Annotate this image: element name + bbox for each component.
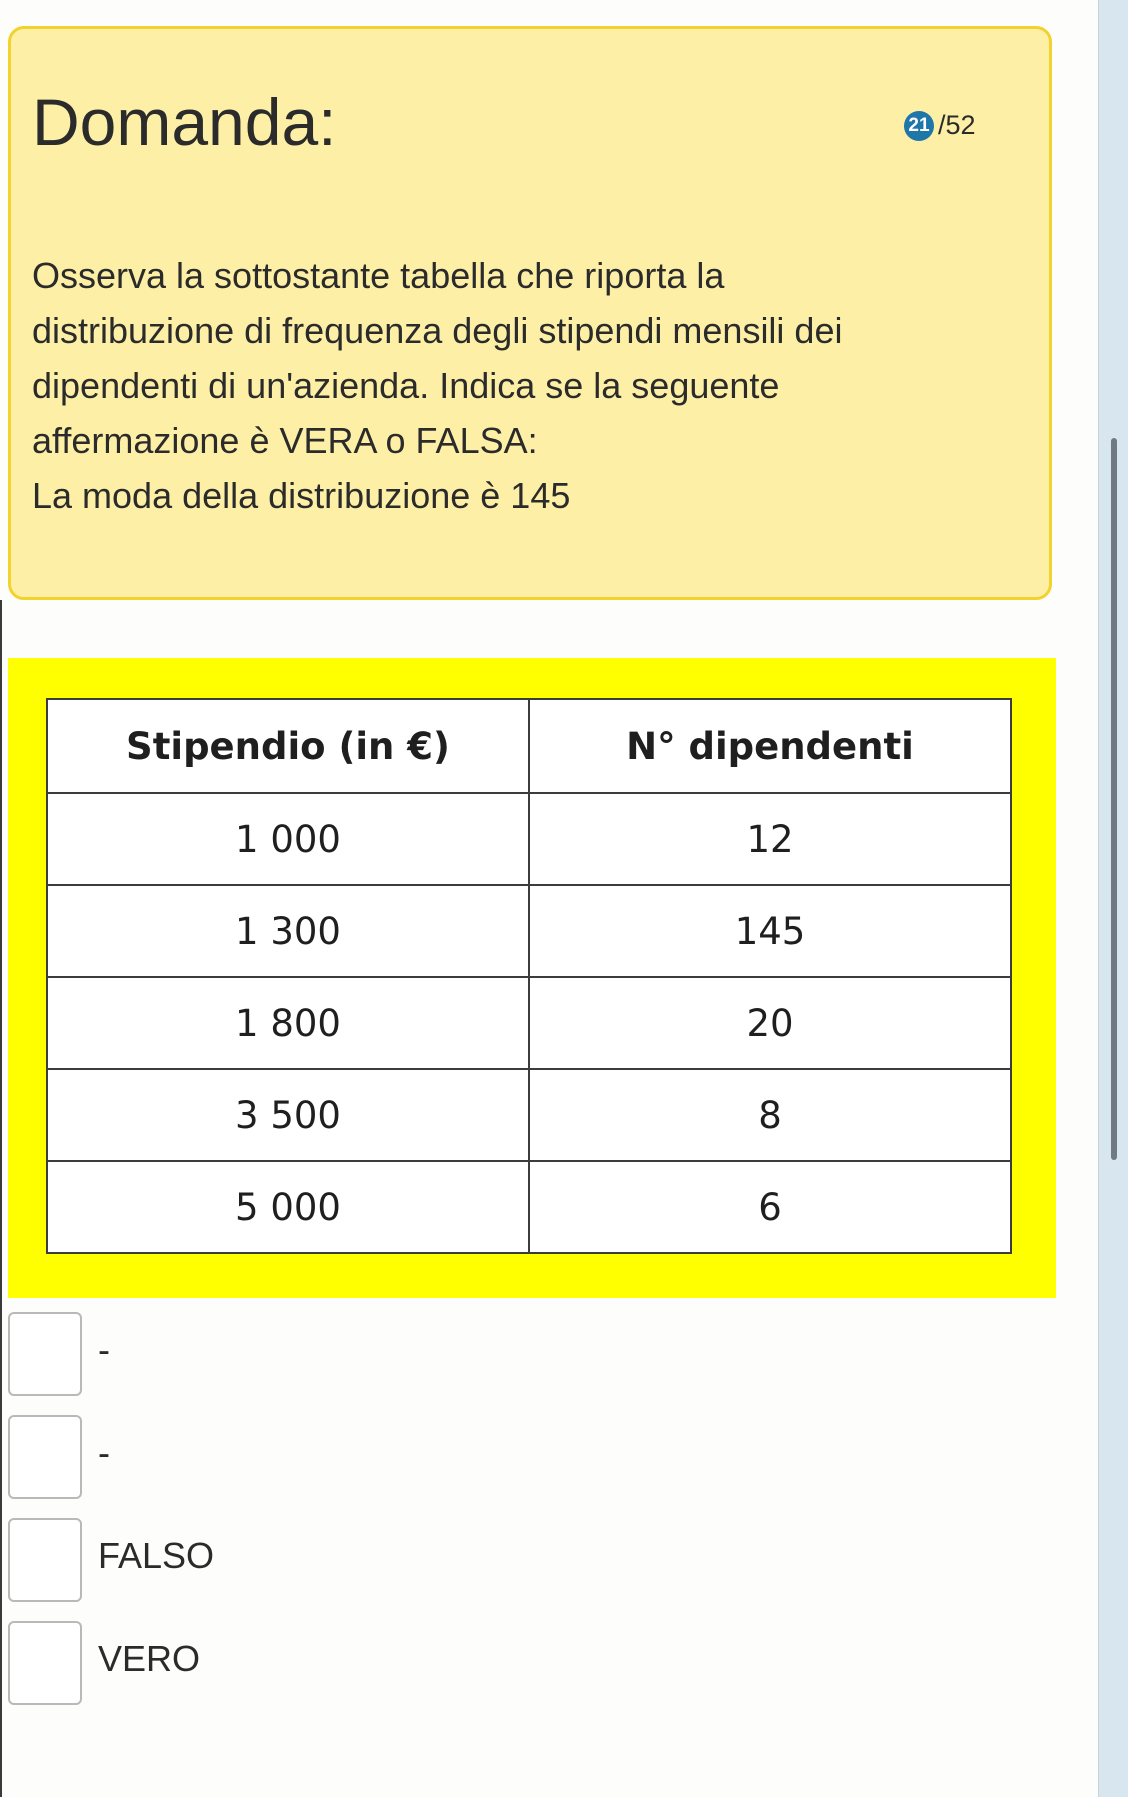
answer-checkbox[interactable]	[8, 1415, 82, 1499]
salary-cell: 1 300	[47, 885, 529, 977]
scrollbar-thumb[interactable]	[1111, 438, 1117, 1160]
answer-label: -	[98, 1329, 110, 1370]
question-title: Domanda:	[32, 85, 337, 159]
header-employees: N° dipendenti	[529, 699, 1011, 793]
header-salary: Stipendio (in €)	[47, 699, 529, 793]
employees-cell: 12	[529, 793, 1011, 885]
answer-option-1[interactable]	[8, 1312, 110, 1396]
question-text-line: distribuzione di frequenza degli stipendi mensili dei	[32, 310, 843, 351]
employees-cell: 8	[529, 1069, 1011, 1161]
employees-cell: 20	[529, 977, 1011, 1069]
left-edge-divider	[0, 600, 2, 1797]
table-row	[47, 1161, 1011, 1253]
answer-label: -	[98, 1432, 110, 1473]
salary-cell: 1 000	[47, 793, 529, 885]
table-row	[47, 793, 1011, 885]
answer-option-vero[interactable]	[8, 1621, 200, 1705]
salary-cell: 1 800	[47, 977, 529, 1069]
question-text-line: dipendenti di un'azienda. Indica se la seguente	[32, 365, 780, 406]
employees-cell: 145	[529, 885, 1011, 977]
answer-option-falso[interactable]	[8, 1518, 214, 1602]
table-header-row	[47, 699, 1011, 793]
table-row	[47, 977, 1011, 1069]
salary-cell: 5 000	[47, 1161, 529, 1253]
answer-checkbox[interactable]	[8, 1312, 82, 1396]
question-counter	[904, 110, 976, 141]
answer-label: VERO	[98, 1638, 201, 1679]
answer-checkbox[interactable]	[8, 1518, 82, 1602]
answer-option-2[interactable]	[8, 1415, 110, 1499]
question-text-line: affermazione è VERA o FALSA:	[32, 420, 538, 461]
answer-checkbox[interactable]	[8, 1621, 82, 1705]
table-row	[47, 1069, 1011, 1161]
question-text	[32, 248, 1012, 523]
question-text-line: Osserva la sottostante tabella che riporta la	[32, 255, 725, 296]
salary-cell: 3 500	[47, 1069, 529, 1161]
question-number-badge: 21	[904, 111, 934, 141]
answer-label: FALSO	[98, 1535, 215, 1576]
question-statement: La moda della distribuzione è 145	[32, 475, 571, 516]
table-image	[8, 658, 1056, 1298]
frequency-table	[46, 698, 1012, 1254]
employees-cell: 6	[529, 1161, 1011, 1253]
table-row	[47, 885, 1011, 977]
question-total: /52	[938, 110, 976, 140]
